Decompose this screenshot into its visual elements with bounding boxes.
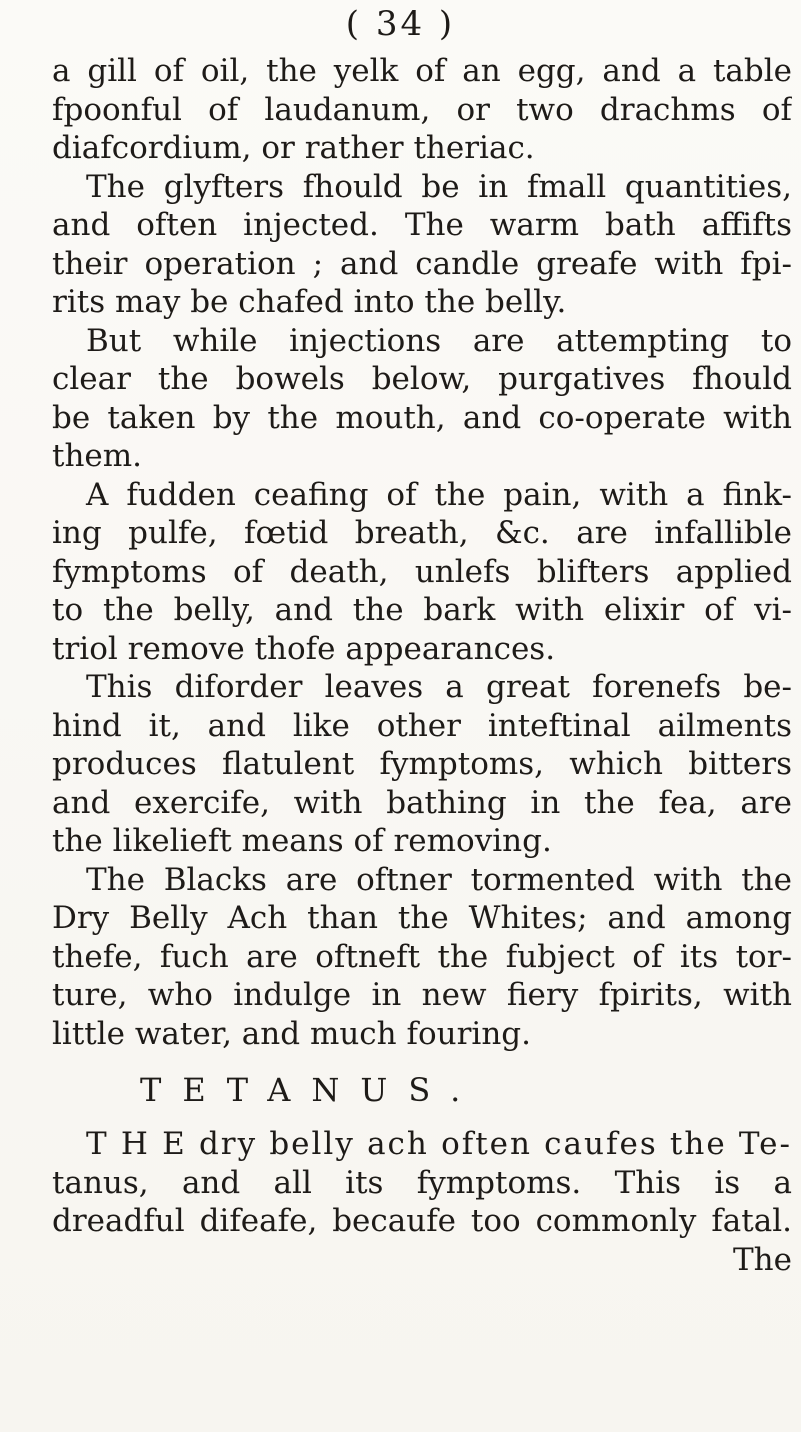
text-line: tanus, and all its fymptoms. This is a [52,1164,792,1201]
paragraph [52,668,792,861]
text-line: triol remove thofe appearances. [52,630,556,667]
text-line: the likelieft means of removing. [52,823,552,859]
text-line: hind it, and like other inteftinal ailments [52,707,792,744]
text-line: and exercife, with bathing in the fea, are [52,784,792,821]
text-line: to the belly, and the bark with elixir of vi- [52,592,792,628]
text-line: thefe, fuch are oftneft the fubject of its tor- [52,938,792,975]
text-line: their operation ; and candle greafe with fpi- [52,245,792,282]
text-line: ing pulfe, fœtid breath, &c. are infallible [52,515,792,551]
text-line: them. [52,438,143,474]
text-line: dreadful difeafe, becaufe too commonly fatal. [52,1203,792,1239]
text-line: This diforder leaves a great forenefs be- [86,669,792,705]
body-text [52,52,792,1279]
text-line: clear the bowels below, purgatives fhould [52,361,792,397]
text-line: be taken by the mouth, and co-operate with [52,399,792,436]
paragraph [52,476,792,669]
page-number: ( 34 ) [345,4,456,44]
text-line: But while injections are attempting to [86,322,792,359]
text-line: fymptoms of death, unlefs blifters applied [52,553,792,590]
text-line: Dry Belly Ach than the Whites; and among [52,900,792,936]
paragraph [52,168,792,322]
catchword: The [733,1241,792,1278]
text-line: A fudden ceafing of the pain, with a fink- [86,476,792,513]
text-line: The glyfters fhould be in fmall quantities, [86,168,792,205]
text-line: rits may be chafed into the belly. [52,284,567,320]
text-line: T H E dry belly ach often caufes the Te- [86,1126,792,1162]
paragraph [52,52,792,168]
text-line: The Blacks are oftner tormented with the [86,861,792,898]
text-line: ture, who indulge in new fiery fpirits, with [52,977,792,1013]
paragraph [52,1125,792,1241]
text-line: produces flatulent fymptoms, which bitters [52,746,792,782]
paragraph [52,322,792,476]
text-line: little water, and much fouring. [52,1015,531,1052]
text-line: and often injected. The warm bath affifts [52,207,792,243]
paragraph [52,861,792,1054]
text-line: fpoonful of laudanum, or two drachms of [52,91,792,128]
section-heading: TETANUS. [140,1071,482,1109]
text-line: diafcordium, or rather theriac. [52,130,535,166]
text-line: a gill of oil, the yelk of an egg, and a table [52,53,792,89]
